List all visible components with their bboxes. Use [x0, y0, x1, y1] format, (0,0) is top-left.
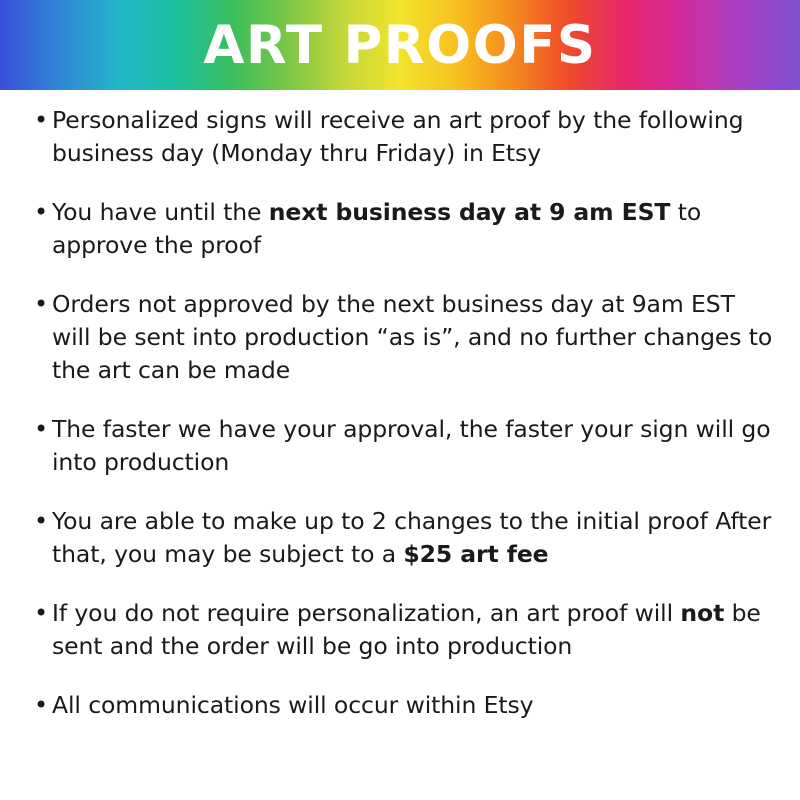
text-segment: If you do not require personalization, an art proof will: [52, 599, 681, 627]
bullet-dot-icon: •: [34, 691, 49, 719]
list-item: [34, 413, 776, 479]
list-item-text: [52, 196, 776, 262]
list-item: [34, 104, 776, 170]
bullet-dot-icon: •: [34, 290, 49, 318]
text-segment: Orders not approved by the next business day at 9am EST will be sent into production “as is”, and no further changes to the art can be made: [52, 290, 773, 384]
bullet-dot-icon: •: [34, 198, 49, 226]
list-item-text: [52, 288, 776, 387]
list-item: [34, 196, 776, 262]
bullet-list: [0, 104, 800, 722]
bullet-dot-icon: •: [34, 106, 49, 134]
text-segment: Personalized signs will receive an art proof by the following business day (Monday thru Friday) in Etsy: [52, 106, 744, 167]
bullet-dot-icon: •: [34, 415, 49, 443]
text-segment-bold: next business day at 9 am EST: [268, 198, 671, 226]
text-segment: be sent and the order will be go into production: [52, 599, 761, 660]
text-segment: The faster we have your approval, the faster your sign will go into production: [52, 415, 771, 476]
text-segment: All communications will occur within Etsy: [52, 691, 534, 719]
list-item-text: [52, 413, 776, 479]
text-segment-bold: $25 art fee: [403, 540, 549, 568]
text-segment: You have until the: [52, 198, 269, 226]
text-segment: You are able to make up to 2 changes to the initial proof After that, you may be subject to a: [52, 507, 772, 568]
bullet-dot-icon: •: [34, 599, 49, 627]
text-segment-bold: not: [680, 599, 725, 627]
header-banner: [0, 0, 800, 90]
list-item: [34, 597, 776, 663]
bullet-dot-icon: •: [34, 507, 49, 535]
page-title: ART PROOFS: [203, 14, 597, 76]
list-item-text: [52, 689, 776, 722]
list-item: [34, 689, 776, 722]
list-item-text: [52, 505, 776, 571]
list-item: [34, 505, 776, 571]
list-item-text: [52, 104, 776, 170]
list-item-text: [52, 597, 776, 663]
list-item: [34, 288, 776, 387]
text-segment: to approve the proof: [52, 198, 702, 259]
